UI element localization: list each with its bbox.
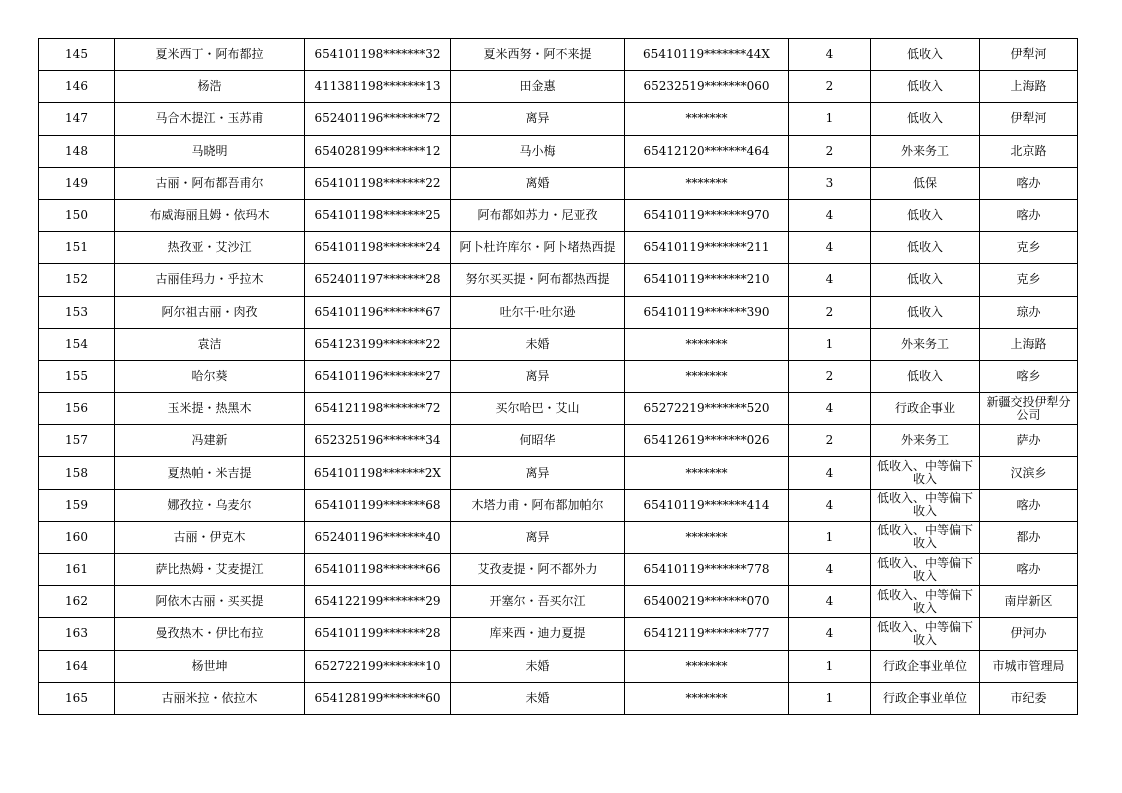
spouse-name: 马小梅 [451, 135, 625, 167]
applicant-name: 热孜亚・艾沙江 [115, 232, 305, 264]
row-number: 148 [39, 135, 115, 167]
income-category: 低收入 [871, 39, 980, 71]
applicant-id-number: 654028199*******12 [305, 135, 451, 167]
table-row [39, 328, 1078, 360]
work-unit: 伊犁河 [980, 39, 1078, 71]
spouse-id-number: 65410119*******970 [625, 199, 789, 231]
household-members: 4 [789, 554, 871, 586]
row-number: 152 [39, 264, 115, 296]
spouse-name: 离异 [451, 457, 625, 489]
spouse-name: 库来西・迪力夏提 [451, 618, 625, 650]
applicant-id-number: 654101198*******25 [305, 199, 451, 231]
household-members: 4 [789, 232, 871, 264]
spouse-name: 阿卜杜许库尔・阿卜堵热西提 [451, 232, 625, 264]
table-row [39, 554, 1078, 586]
row-number: 155 [39, 360, 115, 392]
spouse-name: 未婚 [451, 682, 625, 714]
applicant-name: 哈尔葵 [115, 360, 305, 392]
work-unit: 克乡 [980, 232, 1078, 264]
spouse-name: 未婚 [451, 328, 625, 360]
applicant-id-number: 654101196*******67 [305, 296, 451, 328]
applicant-name: 布威海丽且姆・依玛木 [115, 199, 305, 231]
row-number: 149 [39, 167, 115, 199]
applicant-id-number: 654101199*******68 [305, 489, 451, 521]
applicant-id-number: 654101199*******28 [305, 618, 451, 650]
applicant-id-number: 654101198*******66 [305, 554, 451, 586]
household-members: 1 [789, 650, 871, 682]
household-members: 4 [789, 586, 871, 618]
household-members: 1 [789, 103, 871, 135]
work-unit: 克乡 [980, 264, 1078, 296]
applicant-name: 马合木提江・玉苏甫 [115, 103, 305, 135]
row-number: 162 [39, 586, 115, 618]
applicant-name: 古丽佳玛力・乎拉木 [115, 264, 305, 296]
spouse-id-number: 65232519*******060 [625, 71, 789, 103]
income-category: 低收入、中等偏下收入 [871, 457, 980, 489]
roster-body [39, 39, 1078, 715]
work-unit: 萨办 [980, 425, 1078, 457]
applicant-name: 冯建新 [115, 425, 305, 457]
spouse-name: 开塞尔・吾买尔江 [451, 586, 625, 618]
table-row [39, 360, 1078, 392]
row-number: 146 [39, 71, 115, 103]
income-category: 低收入、中等偏下收入 [871, 554, 980, 586]
spouse-name: 阿布都如苏力・尼亚孜 [451, 199, 625, 231]
spouse-name: 离异 [451, 103, 625, 135]
applicant-name: 杨浩 [115, 71, 305, 103]
spouse-id-number: ******* [625, 650, 789, 682]
work-unit: 上海路 [980, 71, 1078, 103]
work-unit: 市城市管理局 [980, 650, 1078, 682]
spouse-id-number: ******* [625, 360, 789, 392]
applicant-id-number: 654121198*******72 [305, 393, 451, 425]
spouse-id-number: ******* [625, 457, 789, 489]
row-number: 161 [39, 554, 115, 586]
spouse-id-number: 65272219*******520 [625, 393, 789, 425]
income-category: 低收入、中等偏下收入 [871, 521, 980, 553]
table-row [39, 232, 1078, 264]
work-unit: 琼办 [980, 296, 1078, 328]
table-row [39, 71, 1078, 103]
spouse-id-number: ******* [625, 103, 789, 135]
applicant-id-number: 654101198*******32 [305, 39, 451, 71]
spouse-id-number: 65412120*******464 [625, 135, 789, 167]
household-members: 4 [789, 618, 871, 650]
applicant-name: 萨比热姆・艾麦提江 [115, 554, 305, 586]
income-category: 低收入 [871, 71, 980, 103]
applicant-name: 袁洁 [115, 328, 305, 360]
income-category: 低收入、中等偏下收入 [871, 586, 980, 618]
work-unit: 喀办 [980, 167, 1078, 199]
applicant-name: 马晓明 [115, 135, 305, 167]
work-unit: 汉滨乡 [980, 457, 1078, 489]
table-row [39, 682, 1078, 714]
household-members: 2 [789, 71, 871, 103]
spouse-name: 何昭华 [451, 425, 625, 457]
applicant-id-number: 652401196*******72 [305, 103, 451, 135]
spouse-name: 离异 [451, 360, 625, 392]
income-category: 低收入、中等偏下收入 [871, 489, 980, 521]
applicant-name: 古丽米拉・依拉木 [115, 682, 305, 714]
spouse-name: 未婚 [451, 650, 625, 682]
row-number: 153 [39, 296, 115, 328]
income-category: 低收入 [871, 199, 980, 231]
household-members: 4 [789, 457, 871, 489]
spouse-id-number: 65410119*******211 [625, 232, 789, 264]
table-row [39, 199, 1078, 231]
income-category: 行政企事业单位 [871, 650, 980, 682]
applicant-id-number: 654101198*******2X [305, 457, 451, 489]
row-number: 159 [39, 489, 115, 521]
spouse-name: 离婚 [451, 167, 625, 199]
roster-table [38, 38, 1078, 715]
applicant-id-number: 654123199*******22 [305, 328, 451, 360]
income-category: 行政企事业 [871, 393, 980, 425]
row-number: 145 [39, 39, 115, 71]
applicant-name: 阿依木古丽・买买提 [115, 586, 305, 618]
row-number: 150 [39, 199, 115, 231]
table-row [39, 489, 1078, 521]
applicant-name: 夏热帕・米吉提 [115, 457, 305, 489]
work-unit: 伊犁河 [980, 103, 1078, 135]
spouse-id-number: 65410119*******210 [625, 264, 789, 296]
income-category: 低收入 [871, 232, 980, 264]
table-row [39, 135, 1078, 167]
row-number: 147 [39, 103, 115, 135]
income-category: 低收入 [871, 103, 980, 135]
table-row [39, 650, 1078, 682]
work-unit: 喀乡 [980, 360, 1078, 392]
spouse-id-number: 65410119*******414 [625, 489, 789, 521]
household-members: 1 [789, 682, 871, 714]
work-unit: 伊河办 [980, 618, 1078, 650]
row-number: 163 [39, 618, 115, 650]
spouse-name: 艾孜麦提・阿不都外力 [451, 554, 625, 586]
household-members: 1 [789, 328, 871, 360]
applicant-name: 杨世坤 [115, 650, 305, 682]
household-members: 2 [789, 360, 871, 392]
spouse-id-number: 65410119*******44X [625, 39, 789, 71]
household-members: 4 [789, 264, 871, 296]
applicant-id-number: 654101198*******24 [305, 232, 451, 264]
row-number: 154 [39, 328, 115, 360]
spouse-id-number: ******* [625, 167, 789, 199]
work-unit: 喀办 [980, 554, 1078, 586]
income-category: 低收入 [871, 296, 980, 328]
row-number: 165 [39, 682, 115, 714]
spouse-id-number: 65412619*******026 [625, 425, 789, 457]
work-unit: 市纪委 [980, 682, 1078, 714]
work-unit: 北京路 [980, 135, 1078, 167]
household-members: 3 [789, 167, 871, 199]
applicant-name: 曼孜热木・伊比布拉 [115, 618, 305, 650]
table-row [39, 586, 1078, 618]
applicant-id-number: 654122199*******29 [305, 586, 451, 618]
applicant-id-number: 652401197*******28 [305, 264, 451, 296]
household-members: 4 [789, 199, 871, 231]
applicant-name: 娜孜拉・乌麦尔 [115, 489, 305, 521]
household-members: 2 [789, 425, 871, 457]
household-members: 2 [789, 135, 871, 167]
household-members: 4 [789, 393, 871, 425]
applicant-id-number: 654128199*******60 [305, 682, 451, 714]
income-category: 低保 [871, 167, 980, 199]
applicant-name: 古丽・伊克木 [115, 521, 305, 553]
applicant-name: 夏米西丁・阿布都拉 [115, 39, 305, 71]
table-row [39, 521, 1078, 553]
applicant-name: 古丽・阿布都吾甫尔 [115, 167, 305, 199]
work-unit: 都办 [980, 521, 1078, 553]
spouse-name: 吐尔干·吐尔逊 [451, 296, 625, 328]
spouse-name: 木塔力甫・阿布都加帕尔 [451, 489, 625, 521]
household-members: 2 [789, 296, 871, 328]
household-members: 1 [789, 521, 871, 553]
household-members: 4 [789, 489, 871, 521]
row-number: 151 [39, 232, 115, 264]
applicant-id-number: 411381198*******13 [305, 71, 451, 103]
row-number: 156 [39, 393, 115, 425]
spouse-id-number: 65410119*******390 [625, 296, 789, 328]
spouse-id-number: 65410119*******778 [625, 554, 789, 586]
income-category: 低收入、中等偏下收入 [871, 618, 980, 650]
table-row [39, 618, 1078, 650]
spouse-name: 努尔买买提・阿布都热西提 [451, 264, 625, 296]
row-number: 164 [39, 650, 115, 682]
spouse-id-number: 65412119*******777 [625, 618, 789, 650]
spouse-id-number: ******* [625, 682, 789, 714]
income-category: 低收入 [871, 264, 980, 296]
applicant-id-number: 652722199*******10 [305, 650, 451, 682]
row-number: 157 [39, 425, 115, 457]
row-number: 158 [39, 457, 115, 489]
income-category: 外来务工 [871, 425, 980, 457]
spouse-name: 离异 [451, 521, 625, 553]
work-unit: 南岸新区 [980, 586, 1078, 618]
applicant-id-number: 652325196*******34 [305, 425, 451, 457]
household-members: 4 [789, 39, 871, 71]
table-row [39, 39, 1078, 71]
work-unit: 喀办 [980, 489, 1078, 521]
income-category: 外来务工 [871, 328, 980, 360]
spouse-name: 田金惠 [451, 71, 625, 103]
table-row [39, 264, 1078, 296]
table-row [39, 167, 1078, 199]
income-category: 外来务工 [871, 135, 980, 167]
applicant-id-number: 652401196*******40 [305, 521, 451, 553]
table-row [39, 457, 1078, 489]
work-unit: 喀办 [980, 199, 1078, 231]
spouse-name: 买尔哈巴・艾山 [451, 393, 625, 425]
table-row [39, 103, 1078, 135]
spouse-id-number: ******* [625, 328, 789, 360]
table-row [39, 425, 1078, 457]
income-category: 行政企事业单位 [871, 682, 980, 714]
applicant-name: 玉米提・热黑木 [115, 393, 305, 425]
income-category: 低收入 [871, 360, 980, 392]
applicant-id-number: 654101198*******22 [305, 167, 451, 199]
row-number: 160 [39, 521, 115, 553]
spouse-id-number: 65400219*******070 [625, 586, 789, 618]
table-row [39, 393, 1078, 425]
work-unit: 新疆交投伊犁分公司 [980, 393, 1078, 425]
spouse-id-number: ******* [625, 521, 789, 553]
table-row [39, 296, 1078, 328]
applicant-id-number: 654101196*******27 [305, 360, 451, 392]
applicant-name: 阿尔祖古丽・肉孜 [115, 296, 305, 328]
spouse-name: 夏米西努・阿不来提 [451, 39, 625, 71]
work-unit: 上海路 [980, 328, 1078, 360]
